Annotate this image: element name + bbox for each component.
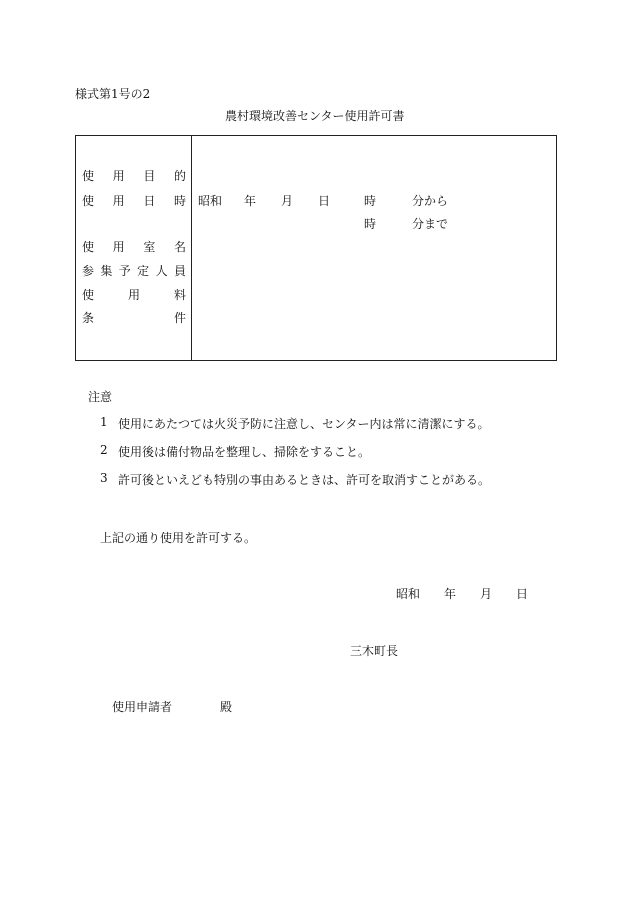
issue-year: 年 — [444, 587, 457, 601]
document-title: 農村環境改善センター使用許可書 — [225, 109, 405, 123]
note-number: 1 — [100, 415, 108, 429]
issuer: 三木町長 — [350, 644, 399, 658]
label-char: 室 — [143, 240, 156, 254]
label-char: 用 — [112, 194, 125, 208]
hour-from: 時 — [364, 194, 377, 208]
issue-era: 昭和 — [396, 587, 421, 601]
form-number: 様式第1号の2 — [75, 87, 151, 101]
note-text: 使用にあたつては火災予防に注意し、センター内は常に清潔にする。 — [118, 417, 490, 431]
hour-to: 時 — [364, 217, 377, 231]
column-divider — [191, 136, 192, 360]
label-char: 使 — [82, 288, 95, 302]
note-text: 使用後は備付物品を整理し、掃除をすること。 — [118, 445, 371, 459]
label-char: 使 — [82, 194, 95, 208]
label-char: 予 — [118, 264, 131, 278]
date-day: 日 — [318, 194, 331, 208]
row-label — [82, 192, 186, 209]
note-text: 許可後といえども特別の事由あるときは、許可を取消すことがある。 — [118, 473, 491, 487]
label-char: 用 — [112, 169, 125, 183]
label-char: 用 — [112, 240, 125, 254]
row-label — [82, 262, 186, 279]
label-char: 用 — [127, 288, 140, 302]
date-era: 昭和 — [198, 194, 223, 208]
label-char: 員 — [173, 264, 186, 278]
date-year: 年 — [244, 194, 257, 208]
issue-day: 日 — [516, 587, 529, 601]
row-label — [82, 167, 186, 184]
label-char: 的 — [173, 169, 186, 183]
label-char: 集 — [100, 264, 113, 278]
minute-from: 分から — [412, 194, 449, 208]
label-char: 日 — [143, 194, 156, 208]
row-label — [82, 286, 186, 303]
notes-heading: 注意 — [88, 390, 113, 404]
label-char: 使 — [82, 240, 95, 254]
label-char: 参 — [82, 264, 95, 278]
note-number: 2 — [100, 443, 108, 457]
row-label — [82, 309, 186, 326]
label-char: 目 — [143, 169, 156, 183]
issue-month: 月 — [480, 587, 493, 601]
label-char: 条 — [82, 311, 95, 325]
label-char: 名 — [173, 240, 186, 254]
applicant-label: 使用申請者 — [112, 700, 173, 714]
label-char: 人 — [155, 264, 168, 278]
minute-to: 分まで — [412, 217, 449, 231]
date-month: 月 — [281, 194, 294, 208]
label-char: 件 — [173, 311, 186, 325]
label-char: 定 — [137, 264, 150, 278]
label-char: 料 — [173, 288, 186, 302]
permit-statement: 上記の通り使用を許可する。 — [100, 531, 257, 545]
label-char: 使 — [82, 169, 95, 183]
label-char: 時 — [173, 194, 186, 208]
note-number: 3 — [100, 471, 108, 485]
honorific: 殿 — [220, 700, 233, 714]
row-label — [82, 238, 186, 255]
usage-table — [75, 135, 557, 361]
